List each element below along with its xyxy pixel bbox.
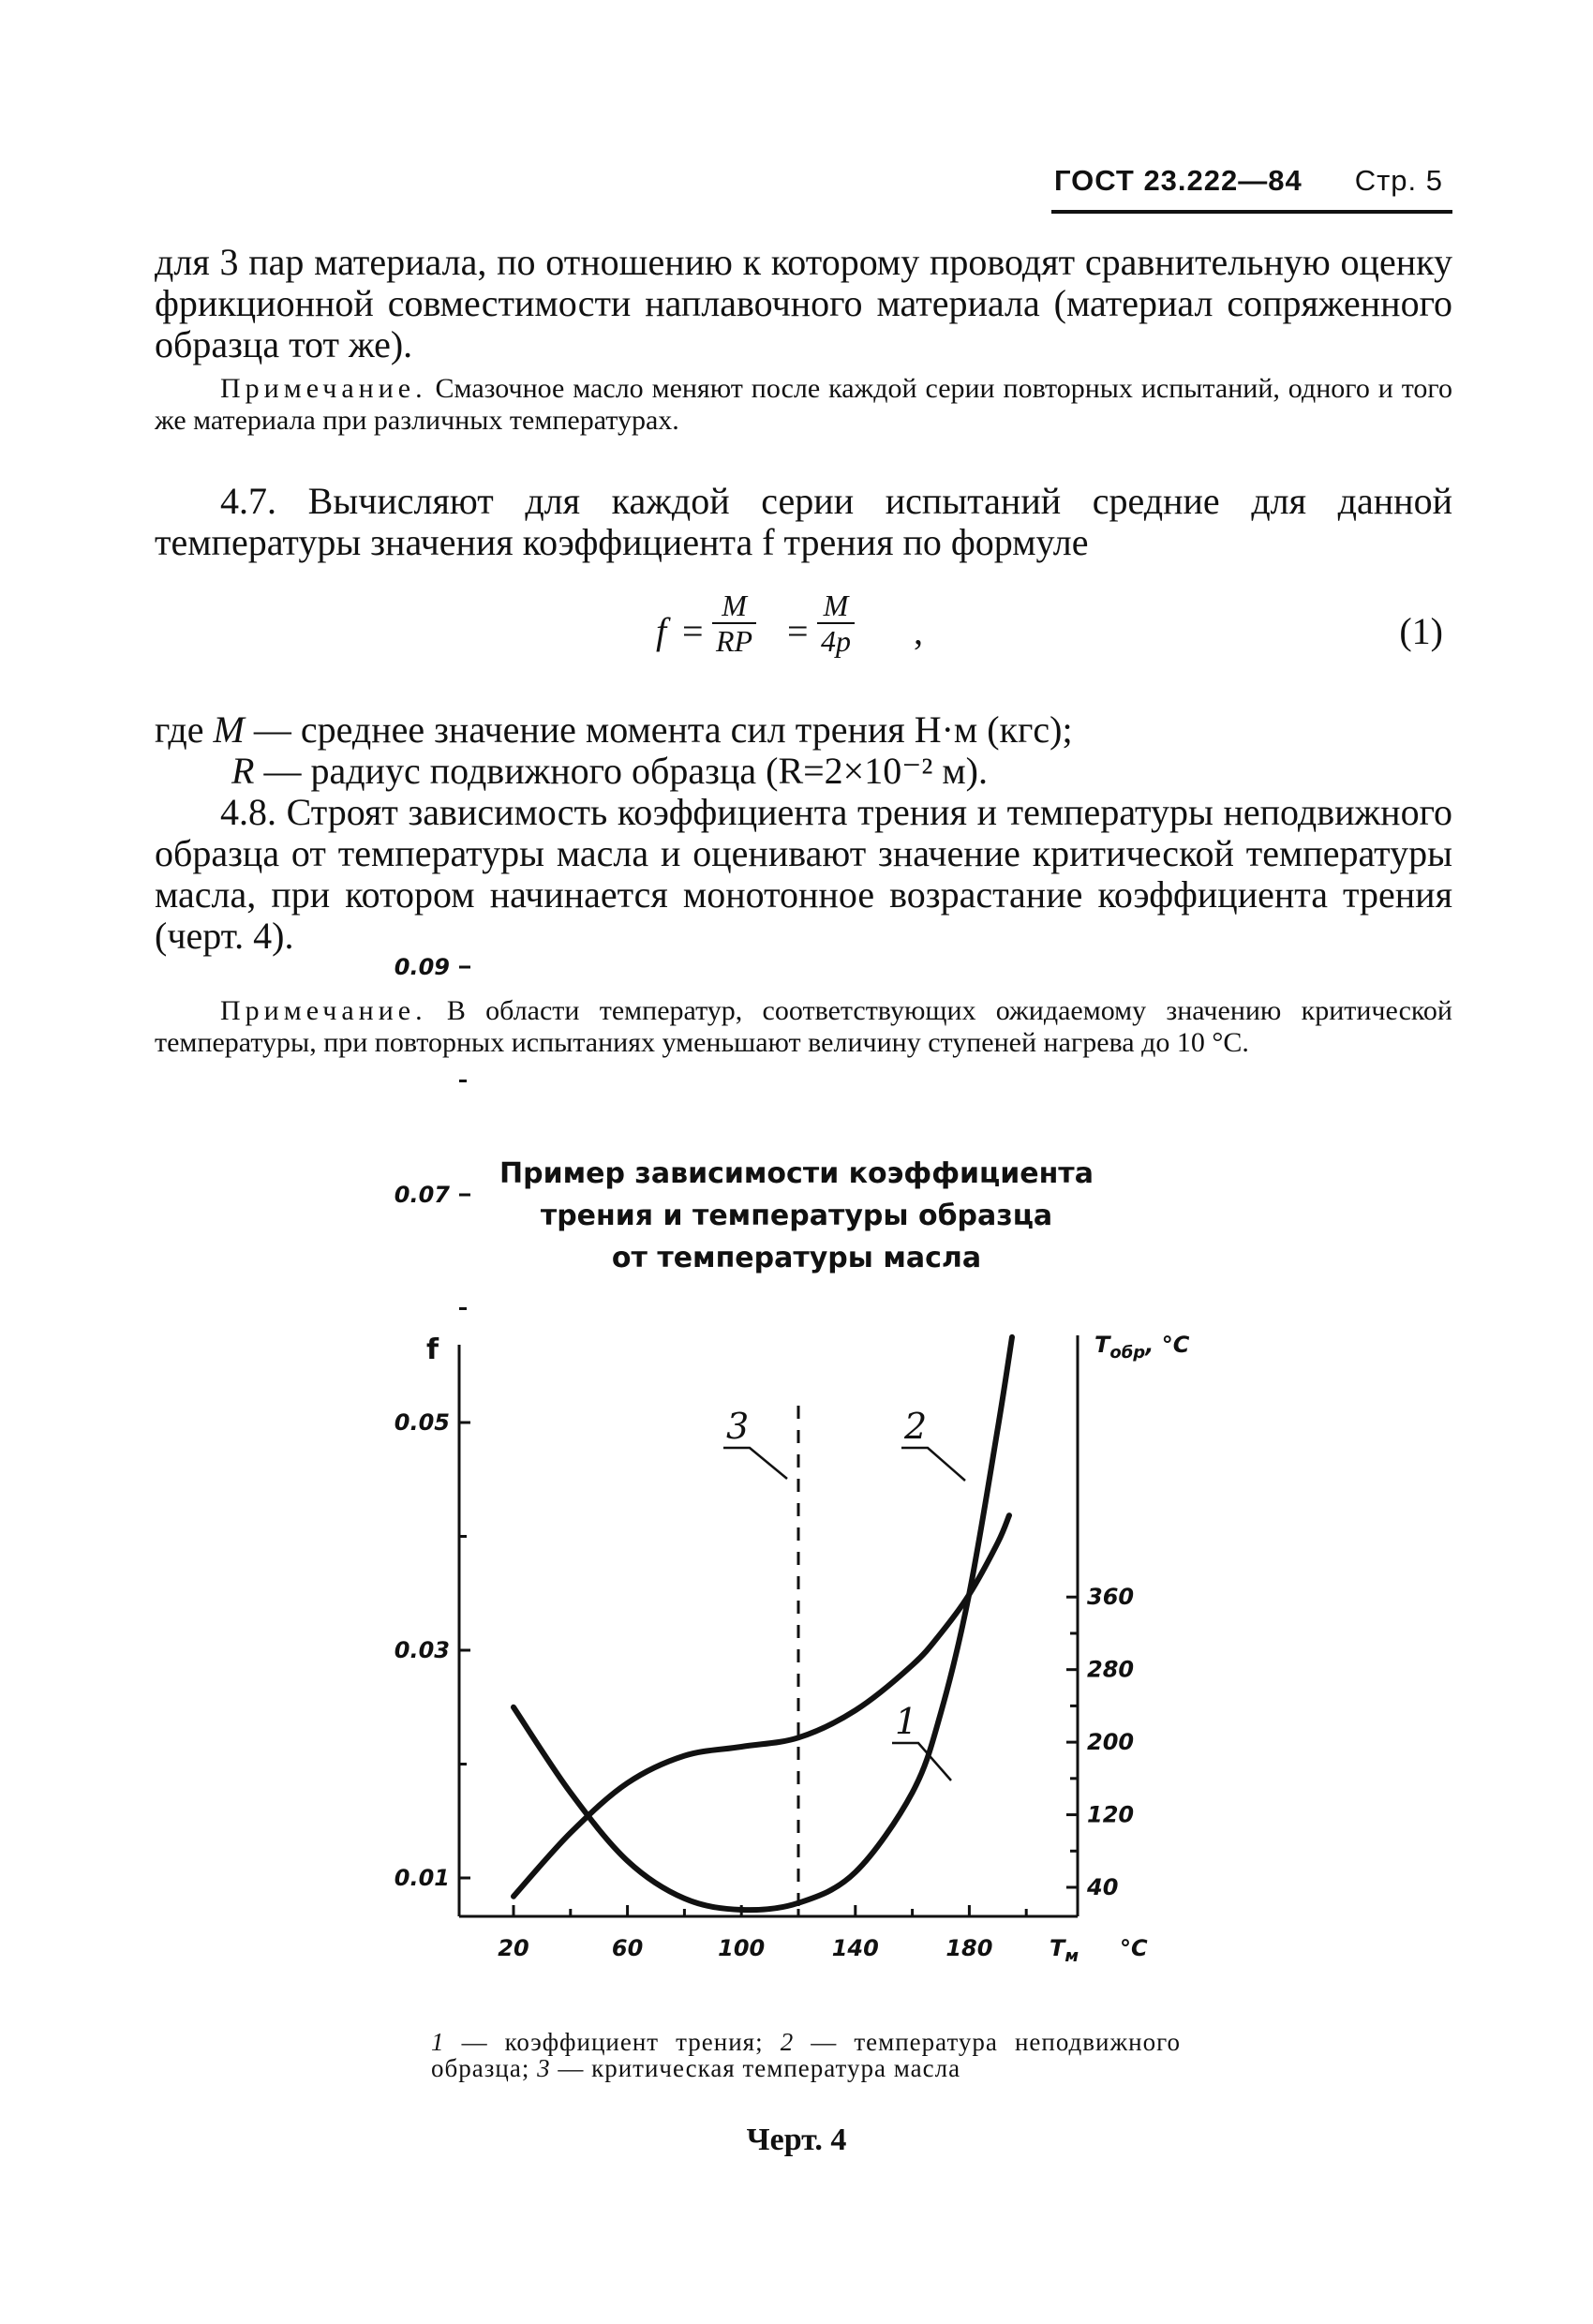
figure-caption: Черт. 4 <box>746 2123 847 2157</box>
left-tick-label: 0.09 <box>394 954 450 980</box>
chart-legend <box>431 2029 1181 2081</box>
x-tick-label: 180 <box>945 1935 993 1961</box>
note-head: Примечание. <box>220 373 427 404</box>
chart-title-line: Пример зависимости коэффициента <box>499 1157 1094 1190</box>
left-tick-label: 0.07 <box>394 1182 450 1208</box>
curve-3-label: 3 <box>726 1406 750 1447</box>
x-tick-label: 100 <box>718 1935 766 1961</box>
x-axis-unit: °C <box>1120 1935 1148 1961</box>
x-ticks <box>498 1905 1026 1961</box>
x-axis-label-main: T <box>1050 1935 1065 1961</box>
legend-number: 3 <box>537 2054 551 2082</box>
right-axis-label-sub: обр <box>1109 1343 1146 1363</box>
legend-text: — коэффициент трения; <box>444 2028 781 2056</box>
paragraph-text: 4.7. Вычисляют для каждой серии испытаний средние для данной температуры значения коэффициента f трения по формуле <box>155 480 1452 563</box>
page-number: Стр. 5 <box>1354 164 1443 197</box>
x-axis-label <box>1050 1935 1079 1966</box>
right-axis-label <box>1094 1332 1190 1363</box>
formula-number: (1) <box>1399 610 1443 652</box>
chart-title-line: трения и температуры образца <box>540 1199 1053 1232</box>
formula-equals: = <box>787 610 809 652</box>
friction-coefficient-curve <box>514 1337 1012 1910</box>
paragraph-text: 4.8. Строят зависимость коэффициента трения и температуры неподвижного образца от температуры масла и оценивают значение критической температуры масла, при котором начинается монотонное возрастание коэффициента трения (черт. 4). <box>155 791 1452 957</box>
legend-text: — температура неподвижного образца; <box>431 2028 1181 2082</box>
formula-comma: , <box>914 610 923 652</box>
legend-number: 1 <box>431 2028 445 2056</box>
fraction-numerator: M <box>712 588 756 624</box>
def-text: — радиус подвижного образца (R=2×10⁻² м). <box>254 750 988 792</box>
right-axis-unit: °C <box>1161 1332 1190 1358</box>
fraction-denominator: 4p <box>821 624 851 658</box>
left-tick-label: 0.01 <box>394 1865 450 1891</box>
def-prefix: где <box>155 708 214 751</box>
fraction-denominator: RP <box>716 624 753 658</box>
left-tick-label: 0.05 <box>394 1409 450 1436</box>
curve-2-leader <box>901 1448 965 1481</box>
left-tick-label: 0.03 <box>394 1637 450 1663</box>
curve-1-label: 1 <box>895 1701 918 1742</box>
def-text: — среднее значение момента сил трения Н·м (кгс); <box>244 708 1073 751</box>
x-tick-label: 140 <box>831 1935 879 1961</box>
standard-number: ГОСТ 23.222—84 <box>1054 164 1303 197</box>
fraction-numerator: M <box>817 588 855 624</box>
paragraph-text: для 3 пар материала, по отношению к которому проводят сравнительную оценку фрикционной совместимости наплавочного материала (материал сопряженного образца тот же). <box>155 241 1452 365</box>
right-tick-label: 280 <box>1087 1656 1135 1683</box>
x-tick-label: 60 <box>611 1935 644 1961</box>
formula-equals: = <box>682 610 704 652</box>
note-head: Примечание. <box>220 995 427 1026</box>
chart-title-line: от температуры масла <box>611 1242 982 1274</box>
formula-lhs: f <box>656 610 667 652</box>
right-tick-label: 120 <box>1087 1801 1135 1828</box>
legend-number: 2 <box>780 2028 795 2056</box>
right-tick-label: 360 <box>1087 1584 1135 1611</box>
x-axis-label-sub: м <box>1064 1946 1079 1966</box>
def-variable: M <box>213 708 245 751</box>
sample-temperature-curve <box>514 1515 1009 1897</box>
right-tick-label: 200 <box>1087 1729 1135 1756</box>
curve-2-label: 2 <box>904 1406 928 1447</box>
note-body: В области температур, соответствующих ожидаемому значению критической температуры, при повторных испытаниях уменьшают величину ступеней нагрева до 10 °С. <box>155 995 1452 1058</box>
right-axis-label-sep: , <box>1145 1332 1162 1358</box>
def-variable: R <box>231 750 255 792</box>
legend-text: — критическая температура масла <box>550 2054 961 2082</box>
right-tick-label: 40 <box>1087 1874 1119 1900</box>
x-tick-label: 20 <box>498 1935 529 1961</box>
note-body: Смазочное масло меняют после каждой серии повторных испытаний, одного и того же материала при различных температурах. <box>155 373 1452 436</box>
left-axis-label: f <box>426 1333 439 1366</box>
right-axis-label-main: T <box>1094 1332 1110 1358</box>
curve-3-leader <box>723 1448 787 1479</box>
